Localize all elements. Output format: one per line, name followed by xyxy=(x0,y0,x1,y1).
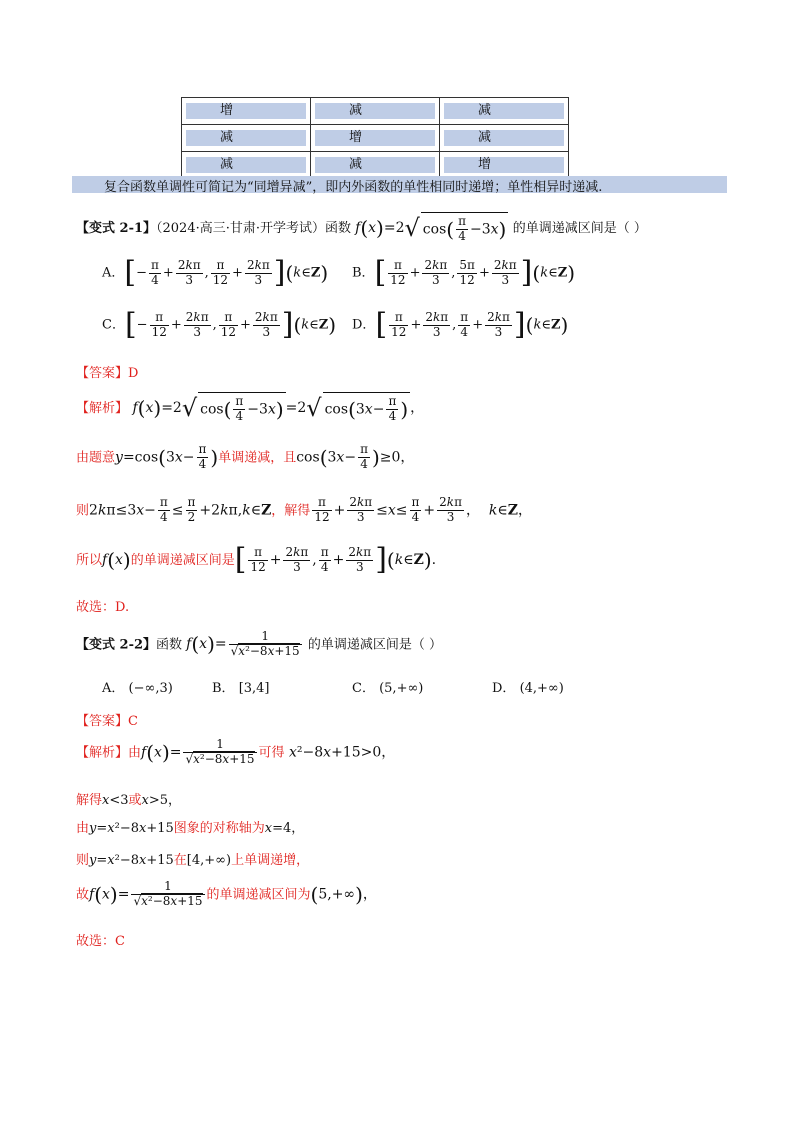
option-value: (4,+∞) xyxy=(519,681,564,696)
answer-line xyxy=(76,710,138,729)
step-text: 可得 xyxy=(258,745,285,761)
step-text: 函数 xyxy=(156,637,183,653)
analysis-label: 【解析】 xyxy=(76,400,129,416)
option-a[interactable]: A． (−∞,3) xyxy=(102,681,173,696)
answer-label: 【答案】 xyxy=(76,366,129,381)
answer-value: C xyxy=(128,714,138,729)
punct: ， xyxy=(410,399,425,416)
option-a[interactable]: A．[− $\frac{\pi}{4}$ + $\frac{2k\pi}{3}$ , $\frac{\pi}{12}$ + $\frac{2k\pi}{3}$ ](k∈Z) xyxy=(102,255,329,290)
analysis-step-4: 所以f(x)的单调递减区间是[ $\frac{\pi}{12}$ + $\frac{2k\pi}{3}$ , $\frac{\pi}{4}$ + $\frac{2k\pi}{3}$ ](k∈Z). xyxy=(76,542,437,577)
note-text: 复合函数单调性可简记为“同增异减”，即内外函数的单性相同时递增；单性相异时递减. xyxy=(104,180,603,195)
step-text: 单调递减，且 xyxy=(218,450,297,466)
answer-value: D xyxy=(128,366,139,381)
monotonicity-table xyxy=(181,97,569,179)
table-row xyxy=(182,152,569,179)
conclusion-2-1: 故选：D. xyxy=(76,600,130,615)
step-text: 解得 xyxy=(76,793,103,808)
table-cell: 减 xyxy=(186,157,306,173)
step-text: 在 xyxy=(173,853,187,868)
option-b[interactable]: B． [3,4] xyxy=(212,681,270,696)
option-value: (−∞,3) xyxy=(128,681,173,696)
analysis-2-2-step-5: 故f(x)= $\frac{1}{\text{√x²−8x+15}}$ 的单调递减区间为(5,+∞)， xyxy=(76,879,377,908)
table-cell: 增 xyxy=(444,157,564,173)
option-b[interactable]: B．[ $\frac{\pi}{12}$ + $\frac{2k\pi}{3}$ , $\frac{5\pi}{12}$ + $\frac{2k\pi}{3}$ ](k∈Z) xyxy=(352,255,576,290)
table-row xyxy=(182,98,569,125)
analysis-2-2-step-1: 【解析】由f(x)= $\frac{1}{\text{√x²−8x+15}}$ 可得 x²−8x+15>0， xyxy=(76,737,396,766)
step-text: 上单调递增， xyxy=(231,853,310,868)
variant-tag: 【变式 2-1】 xyxy=(76,220,157,236)
step-text: 则 xyxy=(76,853,90,868)
variant-2-1-heading xyxy=(76,212,647,244)
analysis-step-1: 【解析】 f(x)=2√ cos( $\frac{\pi}{4}$ −3x) =2√ cos(3x− $\frac{\pi}{4}$ ) ， xyxy=(76,393,425,423)
table-cell: 减 xyxy=(444,130,564,146)
step-text: 的单调递减区间为 xyxy=(206,887,311,903)
option-value: (5,+∞) xyxy=(379,681,424,696)
conclusion-2-2: 故选：C xyxy=(76,934,125,949)
step-text: 或 xyxy=(128,793,142,808)
table-cell: 减 xyxy=(315,103,435,119)
analysis-2-2-step-3: 由y=x²−8x+15图象的对称轴为x=4， xyxy=(76,821,305,836)
table-row xyxy=(182,125,569,152)
table-cell: 减 xyxy=(315,157,435,173)
step-text: 图象的对称轴为 xyxy=(173,821,265,836)
answer-label: 【答案】 xyxy=(76,714,129,729)
step-text: 的单调递减区间是 xyxy=(130,553,235,568)
analysis-label: 【解析】 xyxy=(76,745,129,761)
table-cell: 减 xyxy=(186,130,306,146)
question-tail: 的单调递减区间是（ ） xyxy=(512,220,647,236)
step-text: 由题意 xyxy=(76,450,116,466)
analysis-step-2: 由题意y=cos(3x− $\frac{\pi}{4}$ )单调递减，且cos(3x− $\frac{\pi}{4}$ )≥0， xyxy=(76,442,415,471)
step-text: 由 xyxy=(128,745,142,761)
analysis-2-2-step-4: 则y=x²−8x+15在[4,+∞)上单调递增， xyxy=(76,853,310,868)
function-expression: f(x)=2√ cos( $\frac{\pi}{4}$ −3x) xyxy=(355,213,507,243)
step-text: 由 xyxy=(76,821,90,836)
analysis-step-3: 则2kπ≤3x− $\frac{\pi}{4}$ ≤ $\frac{\pi}{2}$ +2kπ,k∈Z，解得 $\frac{\pi}{12}$ + $\frac{2k\pi}{3}$ ≤x≤ $\frac{\pi}{4}$ + $\frac{2k\pi}{3}$ ， k∈Z， xyxy=(76,495,532,524)
answer-line xyxy=(76,362,138,381)
step-text: 所以 xyxy=(76,553,103,568)
question-tail: 的单调递减区间是（ ） xyxy=(307,637,442,653)
analysis-2-2-step-2: 解得x<3或x>5， xyxy=(76,793,182,808)
table-cell: 增 xyxy=(186,103,306,119)
table-cell: 增 xyxy=(315,130,435,146)
variant-2-2-heading: 【变式 2-2】函数 f(x)= $\frac{1}{\text{√x²−8x+15}}$ 的单调递减区间是（ ） xyxy=(76,629,442,658)
table-cell: 减 xyxy=(444,103,564,119)
variant-source: （2024·高三·甘肃·开学考试）函数 xyxy=(156,220,351,236)
step-text: 故 xyxy=(76,887,90,903)
option-value: [3,4] xyxy=(238,681,270,696)
option-c[interactable]: C． (5,+∞) xyxy=(352,681,424,696)
option-c[interactable]: C．[− $\frac{\pi}{12}$ + $\frac{2k\pi}{3}$ , $\frac{\pi}{12}$ + $\frac{2k\pi}{3}$ ](k∈Z) xyxy=(102,307,337,342)
variant-tag: 【变式 2-2】 xyxy=(76,637,157,653)
step-text: ，解得 xyxy=(271,503,311,519)
option-d[interactable]: D．[ $\frac{\pi}{12}$ + $\frac{2k\pi}{3}$ , $\frac{\pi}{4}$ + $\frac{2k\pi}{3}$ ](k∈Z) xyxy=(352,307,569,342)
step-text: 则 xyxy=(76,503,90,519)
option-d[interactable]: D． (4,+∞) xyxy=(492,681,564,696)
